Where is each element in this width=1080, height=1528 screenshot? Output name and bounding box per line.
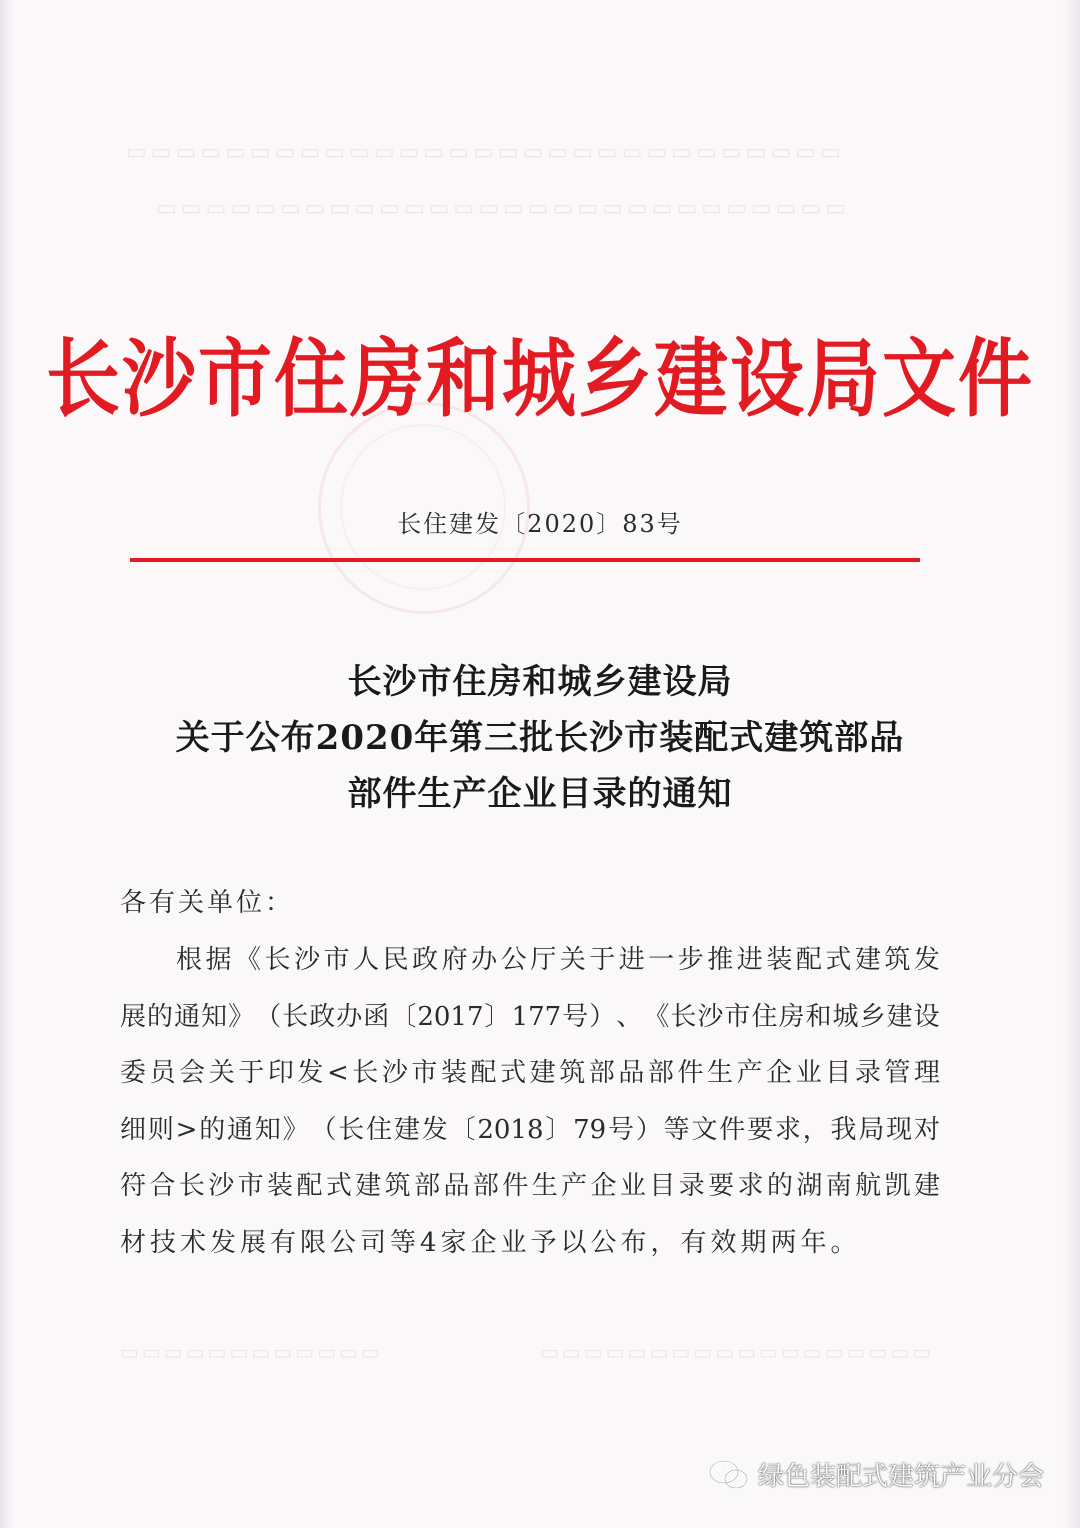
red-divider-rule: [130, 558, 920, 562]
body-line: 根 据 《 长 沙 市 人 民 政 府 办 公 厅 关 于 进 一 步 推 进 装 配 式 建 筑 发: [176, 945, 940, 975]
salutation: 各有关单位：: [120, 888, 295, 918]
title-line: 长沙市住房和城乡建设局: [347, 662, 733, 702]
title-line: 部件生产企业目录的通知: [347, 774, 733, 814]
issuer-header: 长沙市住房和城乡建设局文件: [46, 330, 1034, 430]
document-number: 长住建发〔2020〕83号: [397, 510, 683, 538]
wechat-watermark: [708, 1456, 1044, 1493]
body-line: 细 则 > 的 通 知 》 （ 长 住 建 发 〔 2018 〕 79 号 ） 等 文 件 要 求 ， 我 局 现 对: [120, 1114, 940, 1145]
body-line: 材技术发展有限公司等4家企业予以公布，有效期两年。: [120, 1227, 861, 1258]
bleed-through-texture: ▭▭▭▭▭▭▭▭▭▭▭▭: [120, 1340, 383, 1364]
body-paragraph: [120, 932, 940, 1271]
notice-title: [0, 654, 1080, 822]
bleed-through-texture: ▭▭▭▭▭▭▭▭▭▭▭▭▭▭▭▭▭▭▭▭▭▭▭▭▭▭▭▭▭: [126, 140, 845, 165]
wechat-icon: [708, 1459, 750, 1491]
body-line: 展 的 通 知 》 （ 长 政 办 函 〔 2017 〕 177 号 ） 、 《 长 沙 市 住 房 和 城 乡 建 设: [120, 1001, 940, 1032]
body-line: 符 合 长 沙 市 装 配 式 建 筑 部 品 部 件 生 产 企 业 目 录 要 求 的 湖 南 航 凯 建: [120, 1171, 940, 1201]
body-line: 委 员 会 关 于 印 发 < 长 沙 市 装 配 式 建 筑 部 品 部 件 生 产 企 业 目 录 管 理: [120, 1058, 940, 1088]
bleed-through-texture: ▭▭▭▭▭▭▭▭▭▭▭▭▭▭▭▭▭▭: [540, 1340, 935, 1364]
title-line: 关于公布2020年第三批长沙市装配式建筑部品: [175, 718, 905, 758]
watermark-text: 绿色装配式建筑产业分会: [758, 1462, 1045, 1492]
bleed-through-texture: ▭▭▭▭▭▭▭▭▭▭▭▭▭▭▭▭▭▭▭▭▭▭▭▭▭▭▭▭: [156, 196, 851, 221]
